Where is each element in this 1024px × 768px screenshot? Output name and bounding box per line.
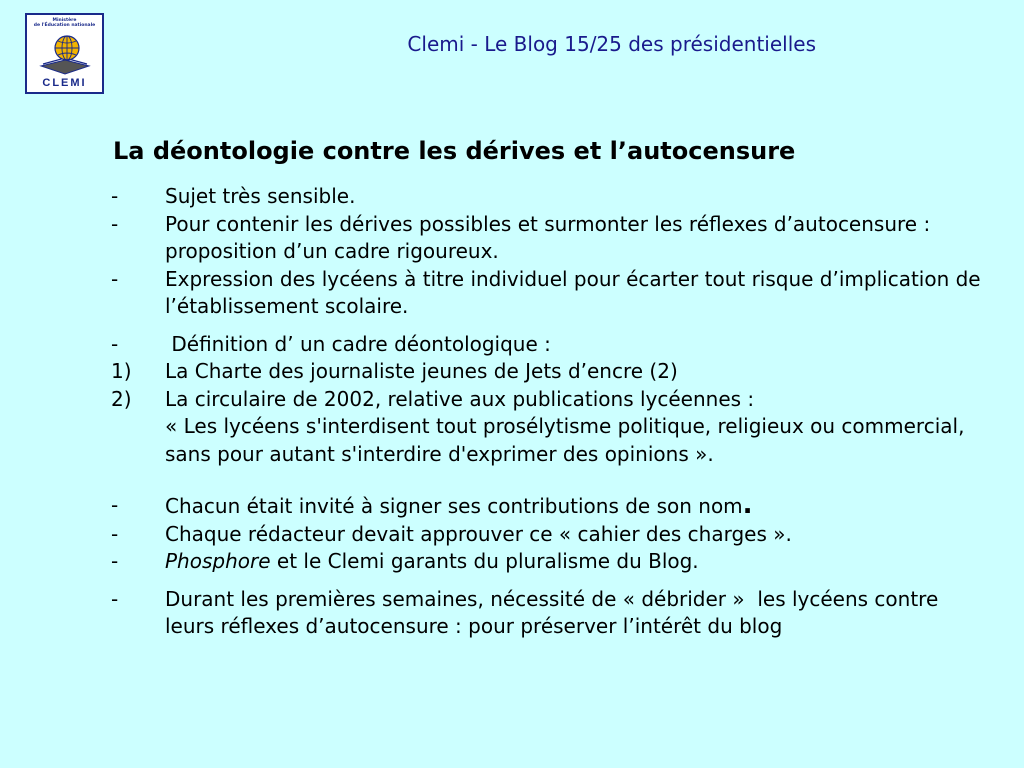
item-text: La Charte des journaliste jeunes de Jets d’encre (2) (165, 359, 678, 383)
item-text: Durant les premières semaines, nécessité de « débrider » les lycéens contre leurs réflexes d’autocensure : pour préserver l’intérêt du blog (165, 586, 945, 638)
item-marker: - (111, 211, 119, 236)
item-text: Chaque rédacteur devait approuver ce « cahier des charges ». (165, 521, 792, 546)
slide-heading: La déontologie contre les dérives et l’autocensure (113, 137, 796, 165)
item-text-block (165, 492, 991, 521)
item-period: . (742, 490, 753, 520)
item-text: Pour contenir les dérives possibles et surmonter les réflexes d’autocensure : proposition d’un cadre rigoureux. (165, 211, 931, 263)
circular-quote: « Les lycéens s'interdisent tout prosélytisme politique, religieux ou commercial, sans pour autant s'interdire d'exprimer des opinions ». (165, 414, 965, 466)
item-text: Expression des lycéens à titre individuel pour écarter tout risque d’implication de l’établissement scolaire. (165, 266, 981, 318)
item-marker: - (111, 586, 119, 611)
item-marker: - (111, 549, 119, 573)
item-text: Définition d’ un cadre déontologique : (165, 331, 551, 356)
list-item (111, 266, 991, 321)
item-text: La circulaire de 2002, relative aux publications lycéennes : (165, 386, 755, 411)
item-marker: - (111, 493, 119, 517)
list-item (111, 492, 991, 521)
item-marker: 2) (111, 386, 132, 411)
list-item (111, 358, 991, 386)
item-text: Chacun était invité à signer ses contributions de son nom (165, 494, 743, 518)
item-text-block (165, 386, 991, 469)
list-item (111, 183, 991, 211)
publication-name: Phosphore (165, 549, 271, 573)
logo-name: CLEMI (42, 77, 87, 89)
item-marker: - (111, 331, 119, 356)
list-item (111, 586, 991, 641)
item-marker: 1) (111, 359, 132, 383)
list-item (111, 548, 991, 576)
header-title: Clemi - Le Blog 15/25 des présidentielles (407, 32, 816, 56)
item-text: Sujet très sensible. (165, 184, 356, 208)
list-item (111, 386, 991, 469)
list-item (111, 331, 991, 359)
item-marker: - (111, 266, 119, 291)
logo-ministry-text: Ministère de l'Éducation nationale (33, 18, 96, 28)
list-item (111, 211, 991, 266)
bullet-list (111, 183, 991, 641)
list-item (111, 521, 991, 549)
item-text: et le Clemi garants du pluralisme du Blog. (270, 549, 699, 573)
item-marker: - (111, 521, 119, 546)
item-marker: - (111, 184, 119, 208)
item-text-block (165, 548, 991, 576)
